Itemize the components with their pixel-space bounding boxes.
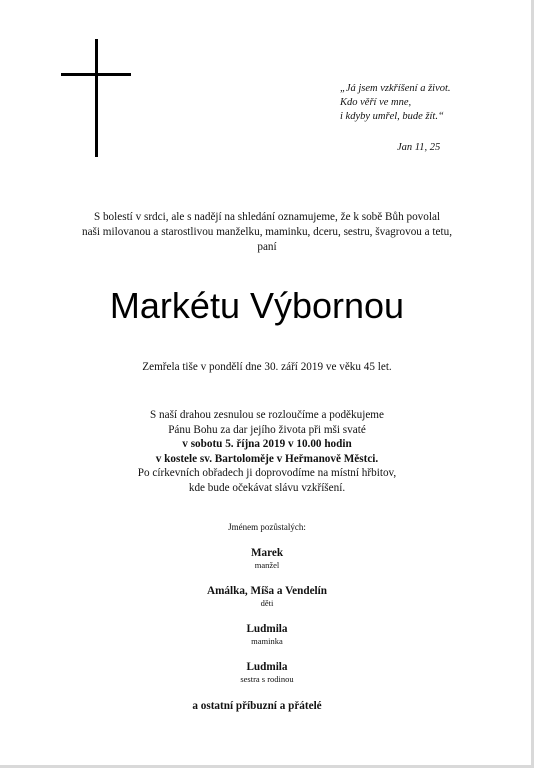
mourner-entry — [0, 660, 534, 685]
cross-horizontal-bar — [61, 73, 131, 76]
ceremony-line: Po církevních obřadech ji doprovodíme na místní hřbitov, — [137, 467, 397, 479]
mourner-name: Ludmila — [246, 623, 288, 635]
mourner-name: Ludmila — [246, 661, 288, 673]
mourner-entry — [0, 546, 534, 571]
ceremony-text — [0, 408, 534, 495]
ceremony-date: v sobotu 5. října 2019 v 10.00 hodin — [182, 438, 352, 450]
announcement-line: naši milovanou a starostlivou manželku, maminku, dceru, sestru, švagrovou a tetu, — [81, 226, 453, 238]
mourner-relation: sestra s rodinou — [240, 674, 294, 684]
mourner-relation: děti — [260, 598, 274, 608]
ceremony-line: Pánu Bohu za dar jejího života při mši svaté — [168, 423, 366, 436]
mourner-name: Amálka, Míša a Vendelín — [207, 585, 327, 597]
quote-line: „Já jsem vzkříšení a život. — [340, 83, 451, 94]
mourner-entry — [0, 622, 534, 647]
quote-source: Jan 11, 25 — [397, 142, 441, 153]
ceremony-line: S naší drahou zesnulou se rozloučíme a poděkujeme — [150, 409, 384, 421]
cross-vertical-bar — [95, 39, 98, 157]
mourner-name: Marek — [250, 547, 284, 559]
announcement-line: paní — [257, 241, 277, 253]
mourner-relation: maminka — [251, 636, 283, 646]
closing-text: a ostatní příbuzní a přátelé — [192, 700, 322, 712]
announcement-text — [0, 210, 534, 255]
quote-line: i kdyby umřel, bude žít.“ — [340, 111, 444, 122]
ceremony-place: v kostele sv. Bartoloměje v Heřmanově Městci. — [155, 452, 379, 465]
announcement-line: S bolestí v srdci, ale s nadějí na shledání oznamujeme, že k sobě Bůh povolal — [93, 211, 441, 223]
mourners-heading: Jménem pozůstalých: — [228, 522, 306, 532]
bible-quote — [340, 82, 490, 124]
mourners-section — [0, 521, 534, 685]
ceremony-line: kde bude očekávat slávu vzkříšení. — [188, 481, 346, 494]
quote-line: Kdo věří ve mne, — [340, 97, 412, 108]
mourner-relation: manžel — [254, 560, 280, 570]
death-date-text: Zemřela tiše v pondělí dne 30. září 2019 ve věku 45 let. — [142, 361, 392, 373]
mourner-entry — [0, 584, 534, 609]
deceased-name: Markétu Výbornou — [109, 285, 405, 326]
